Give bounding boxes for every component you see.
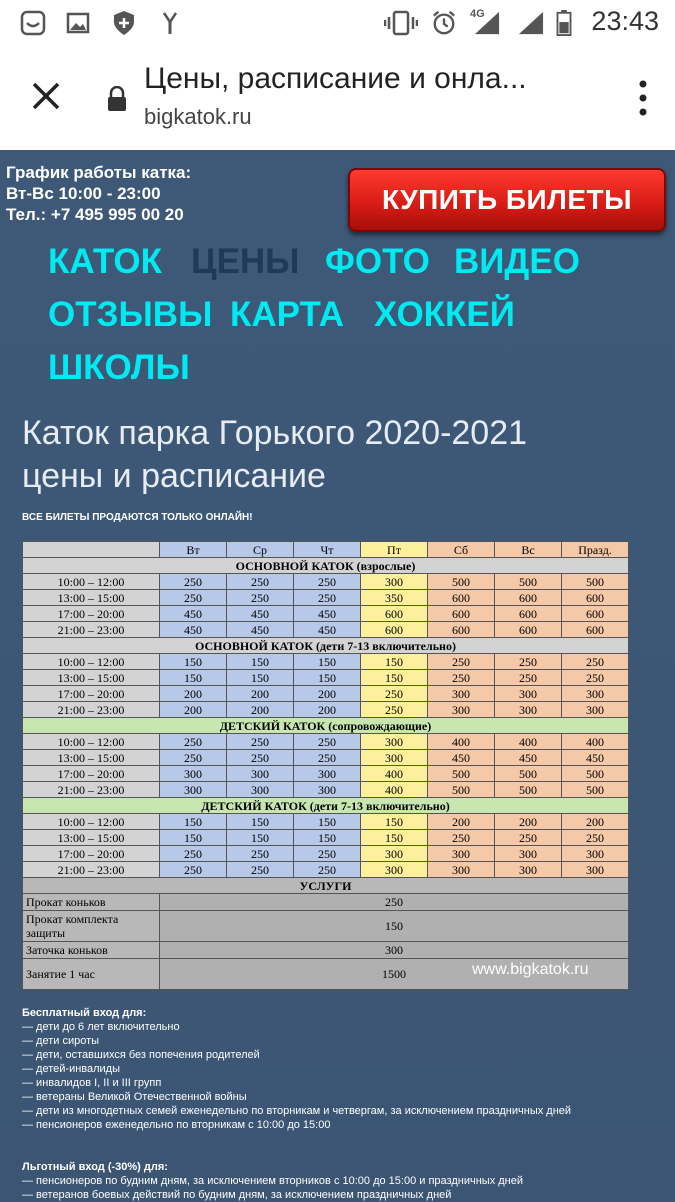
column-header: Чт: [294, 542, 361, 558]
table-row: [23, 782, 629, 798]
nav-item-photo[interactable]: ФОТО: [325, 242, 430, 281]
price-cell: 300: [495, 846, 562, 862]
price-cell: 450: [495, 750, 562, 766]
price-cell: 600: [428, 606, 495, 622]
price-cell: 250: [562, 654, 629, 670]
price-cell: 300: [361, 750, 428, 766]
price-cell: 500: [495, 766, 562, 782]
price-cell: 300: [428, 846, 495, 862]
time-cell: 17:00 – 20:00: [23, 846, 160, 862]
price-cell: 150: [227, 830, 294, 846]
free-entry-item: — дети из многодетных семей еженедельно по вторникам и четвергам, за исключением праздничных дней: [22, 1105, 572, 1117]
image-icon: [66, 10, 90, 36]
price-cell: 300: [428, 862, 495, 878]
price-cell: 250: [294, 590, 361, 606]
price-cell: 150: [160, 654, 227, 670]
price-cell: 250: [495, 670, 562, 686]
price-cell: 500: [562, 574, 629, 590]
free-entry-item: — дети до 6 лет включительно: [22, 1021, 180, 1033]
price-table: [22, 541, 629, 990]
price-cell: 400: [562, 734, 629, 750]
section-row: [23, 718, 629, 734]
close-icon[interactable]: [28, 78, 64, 114]
price-cell: 250: [294, 574, 361, 590]
price-cell: 150: [294, 814, 361, 830]
price-cell: 150: [361, 830, 428, 846]
price-cell: 350: [361, 590, 428, 606]
price-cell: 150: [294, 654, 361, 670]
free-entry-item: — инвалидов I, II и III групп: [22, 1077, 162, 1089]
price-cell: 500: [562, 782, 629, 798]
price-cell: 150: [160, 670, 227, 686]
table-row: [23, 830, 629, 846]
price-cell: 250: [294, 734, 361, 750]
free-entry-item: — пенсионеров еженедельно по вторникам с 10:00 до 15:00: [22, 1119, 331, 1131]
section-row: [23, 638, 629, 654]
price-cell: 300: [361, 862, 428, 878]
discount-entry-item: — пенсионеров по будним дням, за исключением вторников с 10:00 до 15:00 и праздничных дней: [22, 1175, 523, 1187]
price-cell: 200: [562, 814, 629, 830]
price-cell: 400: [361, 782, 428, 798]
column-header: Вт: [160, 542, 227, 558]
network-label: 4G: [470, 8, 485, 20]
schedule-info: [6, 162, 191, 225]
messenger-icon: [20, 10, 46, 36]
nav-item-schools[interactable]: ШКОЛЫ: [48, 348, 190, 387]
discount-entry-block: [22, 1160, 652, 1202]
free-entry-block: [22, 1006, 652, 1132]
time-cell: 13:00 – 15:00: [23, 590, 160, 606]
price-cell: 250: [227, 734, 294, 750]
time-cell: 17:00 – 20:00: [23, 766, 160, 782]
nav-item-video[interactable]: ВИДЕО: [454, 242, 580, 281]
column-header: Празд.: [562, 542, 629, 558]
table-row: [23, 862, 629, 878]
price-cell: 400: [495, 734, 562, 750]
battery-icon: [556, 10, 572, 36]
price-cell: 150: [361, 670, 428, 686]
price-cell: 200: [294, 686, 361, 702]
free-entry-heading: Бесплатный вход для:: [22, 1007, 147, 1019]
discount-entry-item: — ветеранов боевых действий по будним дням, за исключением праздничных дней: [22, 1189, 452, 1201]
price-cell: 600: [428, 622, 495, 638]
price-cell: 300: [562, 862, 629, 878]
price-cell: 450: [227, 622, 294, 638]
table-row: [23, 846, 629, 862]
time-cell: 10:00 – 12:00: [23, 654, 160, 670]
price-cell: 450: [227, 606, 294, 622]
price-cell: 450: [562, 750, 629, 766]
service-price: 250: [160, 894, 629, 911]
section-title: ДЕТСКИЙ КАТОК (дети 7-13 включительно): [23, 798, 629, 814]
price-cell: 250: [562, 830, 629, 846]
price-cell: 400: [361, 766, 428, 782]
price-cell: 250: [160, 734, 227, 750]
price-cell: 600: [562, 590, 629, 606]
column-header: Сб: [428, 542, 495, 558]
price-cell: 250: [160, 574, 227, 590]
table-row: [23, 590, 629, 606]
price-cell: 250: [160, 750, 227, 766]
lock-icon: [106, 86, 128, 112]
nav-item-map[interactable]: КАРТА: [230, 295, 344, 334]
price-cell: 600: [495, 590, 562, 606]
service-price: 300: [160, 942, 629, 959]
services-header-row: [23, 878, 629, 894]
section-title: ОСНОВНОЙ КАТОК (взрослые): [23, 558, 629, 574]
price-cell: 150: [361, 814, 428, 830]
price-cell: 200: [495, 814, 562, 830]
service-row: [23, 942, 629, 959]
price-cell: 250: [160, 862, 227, 878]
time-cell: 13:00 – 15:00: [23, 750, 160, 766]
table-row: [23, 654, 629, 670]
nav-item-reviews[interactable]: ОТЗЫВЫ: [48, 295, 213, 334]
price-cell: 400: [428, 734, 495, 750]
time-cell: 13:00 – 15:00: [23, 670, 160, 686]
price-cell: 250: [227, 846, 294, 862]
price-cell: 450: [294, 606, 361, 622]
price-cell: 250: [428, 654, 495, 670]
price-cell: 250: [227, 574, 294, 590]
section-row: [23, 558, 629, 574]
buy-tickets-button[interactable]: КУПИТЬ БИЛЕТЫ: [348, 168, 666, 232]
price-cell: 600: [428, 590, 495, 606]
price-cell: 600: [562, 622, 629, 638]
phone-number[interactable]: Тел.: +7 495 995 00 20: [6, 205, 184, 224]
discount-heading: Льготный вход (-30%) для:: [22, 1161, 168, 1173]
table-row: [23, 574, 629, 590]
page-title: [22, 412, 527, 498]
price-cell: 150: [294, 670, 361, 686]
price-cell: 300: [495, 702, 562, 718]
price-cell: 500: [428, 782, 495, 798]
header-blank-cell: [23, 542, 160, 558]
price-cell: 600: [562, 606, 629, 622]
price-cell: 300: [428, 702, 495, 718]
price-cell: 600: [361, 622, 428, 638]
price-cell: 250: [428, 670, 495, 686]
schedule-hours: Вт-Вс 10:00 - 23:00: [6, 184, 161, 203]
time-cell: 21:00 – 23:00: [23, 782, 160, 798]
page-title-tab[interactable]: Цены, расписание и онла...: [144, 62, 527, 95]
price-cell: 150: [227, 654, 294, 670]
free-entry-item: — дети сироты: [22, 1035, 100, 1047]
shield-plus-icon: [112, 10, 136, 36]
price-cell: 500: [495, 574, 562, 590]
price-cell: 200: [428, 814, 495, 830]
table-row: [23, 622, 629, 638]
alarm-icon: [430, 10, 458, 36]
service-row: [23, 894, 629, 911]
table-row: [23, 606, 629, 622]
web-page: [0, 150, 675, 1200]
price-cell: 200: [160, 702, 227, 718]
price-cell: 250: [294, 862, 361, 878]
price-cell: 500: [495, 782, 562, 798]
price-cell: 150: [227, 670, 294, 686]
price-cell: 200: [160, 686, 227, 702]
price-cell: 300: [495, 686, 562, 702]
nav-item-hockey[interactable]: ХОККЕЙ: [374, 295, 515, 334]
service-label: Прокат коньков: [23, 894, 160, 911]
price-cell: 300: [227, 782, 294, 798]
column-header: Вс: [495, 542, 562, 558]
price-cell: 300: [562, 846, 629, 862]
price-cell: 250: [227, 862, 294, 878]
price-cell: 150: [294, 830, 361, 846]
table-row: [23, 750, 629, 766]
price-cell: 250: [562, 670, 629, 686]
price-cell: 600: [495, 622, 562, 638]
price-cell: 150: [160, 830, 227, 846]
price-cell: 300: [294, 782, 361, 798]
browser-toolbar: [0, 48, 675, 151]
price-cell: 450: [160, 622, 227, 638]
section-title: ДЕТСКИЙ КАТОК (сопровождающие): [23, 718, 629, 734]
free-entry-item: — дети, оставшихся без попечения родителей: [22, 1049, 260, 1061]
table-row: [23, 670, 629, 686]
watermark: www.bigkatok.ru: [472, 961, 589, 978]
price-cell: 300: [562, 702, 629, 718]
table-row: [23, 766, 629, 782]
price-cell: 500: [428, 574, 495, 590]
column-header: Ср: [227, 542, 294, 558]
time-cell: 21:00 – 23:00: [23, 702, 160, 718]
signal-icon: [472, 10, 502, 36]
signal-icon-2: [516, 10, 546, 36]
clock: 23:43: [591, 6, 659, 36]
time-cell: 17:00 – 20:00: [23, 606, 160, 622]
price-cell: 300: [428, 686, 495, 702]
section-title: ОСНОВНОЙ КАТОК (дети 7-13 включительно): [23, 638, 629, 654]
table-row: [23, 814, 629, 830]
price-cell: 600: [361, 606, 428, 622]
table-row: [23, 734, 629, 750]
table-row: [23, 686, 629, 702]
service-price: 150: [160, 911, 629, 942]
page-title-line2: цены и расписание: [22, 457, 326, 495]
page-title-line1: Каток парка Горького 2020-2021: [22, 414, 528, 452]
time-cell: 13:00 – 15:00: [23, 830, 160, 846]
price-cell: 200: [227, 686, 294, 702]
free-entry-item: — детей-инвалиды: [22, 1063, 121, 1075]
vpn-key-icon: [160, 10, 180, 36]
service-label: Заточка коньков: [23, 942, 160, 959]
table-header-row: [23, 542, 629, 558]
price-cell: 200: [227, 702, 294, 718]
price-cell: 250: [495, 654, 562, 670]
price-cell: 250: [294, 846, 361, 862]
price-cell: 450: [428, 750, 495, 766]
services-title: УСЛУГИ: [23, 878, 629, 894]
nav-item-katok[interactable]: КАТОК: [48, 242, 162, 281]
column-header: Пт: [361, 542, 428, 558]
price-cell: 250: [227, 590, 294, 606]
free-entry-item: — ветераны Великой Отечественной войны: [22, 1091, 247, 1103]
price-cell: 250: [294, 750, 361, 766]
service-price: 1500: [160, 959, 629, 990]
price-cell: 500: [428, 766, 495, 782]
price-cell: 300: [160, 766, 227, 782]
more-menu-icon[interactable]: [639, 80, 647, 116]
price-cell: 600: [495, 606, 562, 622]
service-label: Прокат комплекта защиты: [23, 911, 160, 942]
price-cell: 500: [562, 766, 629, 782]
price-cell: 300: [361, 846, 428, 862]
time-cell: 21:00 – 23:00: [23, 622, 160, 638]
price-cell: 450: [160, 606, 227, 622]
time-cell: 10:00 – 12:00: [23, 814, 160, 830]
time-cell: 10:00 – 12:00: [23, 734, 160, 750]
section-row: [23, 798, 629, 814]
price-cell: 250: [227, 750, 294, 766]
price-cell: 250: [361, 686, 428, 702]
status-bar: [0, 0, 675, 48]
price-cell: 150: [227, 814, 294, 830]
price-cell: 200: [294, 702, 361, 718]
price-cell: 250: [160, 846, 227, 862]
price-cell: 250: [361, 702, 428, 718]
price-cell: 150: [160, 814, 227, 830]
vibrate-icon: [384, 10, 418, 36]
price-cell: 250: [428, 830, 495, 846]
price-cell: 300: [562, 686, 629, 702]
price-cell: 300: [361, 574, 428, 590]
price-cell: 300: [294, 766, 361, 782]
price-cell: 150: [361, 654, 428, 670]
nav-item-prices[interactable]: ЦЕНЫ: [191, 242, 300, 281]
price-cell: 250: [495, 830, 562, 846]
price-cell: 250: [160, 590, 227, 606]
price-cell: 300: [495, 862, 562, 878]
price-cell: 450: [294, 622, 361, 638]
url-domain[interactable]: bigkatok.ru: [144, 104, 252, 129]
online-notice: ВСЕ БИЛЕТЫ ПРОДАЮТСЯ ТОЛЬКО ОНЛАЙН!: [22, 512, 253, 523]
time-cell: 17:00 – 20:00: [23, 686, 160, 702]
table-row: [23, 702, 629, 718]
time-cell: 21:00 – 23:00: [23, 862, 160, 878]
price-cell: 300: [227, 766, 294, 782]
time-cell: 10:00 – 12:00: [23, 574, 160, 590]
price-cell: 300: [160, 782, 227, 798]
service-row: [23, 911, 629, 942]
schedule-line: График работы катка:: [6, 163, 192, 182]
service-label: Занятие 1 час: [23, 959, 160, 990]
price-cell: 300: [361, 734, 428, 750]
